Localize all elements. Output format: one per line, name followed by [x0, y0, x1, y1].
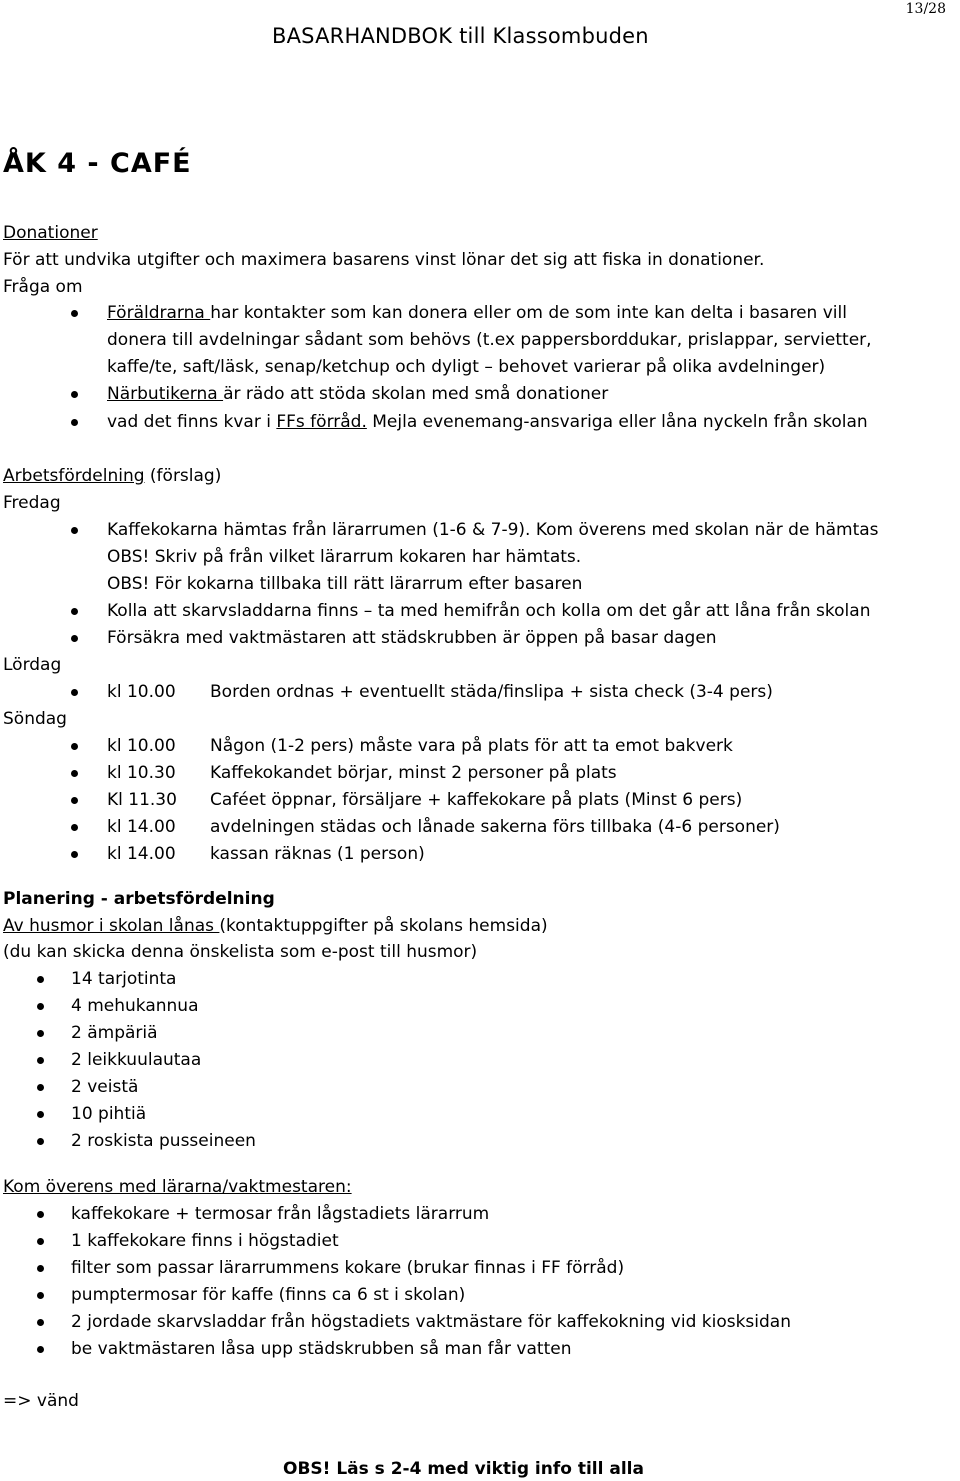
bullet-icon	[37, 1003, 44, 1010]
schedule-time: Kl 11.30	[107, 790, 177, 810]
bullet-icon	[71, 608, 78, 615]
list-item: 2 roskista pusseineen	[71, 1131, 256, 1151]
schedule-text: Kaffekokandet börjar, minst 2 personer på plats	[210, 763, 617, 783]
fredag-item-kaffekokarna: Kaffekokarna hämtas från lärarrumen (1-6 & 7-9). Kom överens med skolan när de hämtas	[107, 520, 879, 540]
section-heading-donationer: Donationer	[3, 223, 98, 243]
schedule-text: Någon (1-2 pers) måste vara på plats för att ta emot bakverk	[210, 736, 733, 756]
bullet-icon	[37, 1084, 44, 1091]
list-item: 2 veistä	[71, 1077, 139, 1097]
schedule-time: kl 10.00	[107, 736, 176, 756]
list-item: 4 mehukannua	[71, 996, 199, 1016]
schedule-text: kassan räknas (1 person)	[210, 844, 425, 864]
day-label-lordag: Lördag	[3, 655, 62, 675]
day-label-fredag: Fredag	[3, 493, 61, 513]
schedule-text: avdelningen städas och lånade sakerna förs tillbaka (4-6 personer)	[210, 817, 780, 837]
section-heading-planering: Planering - arbetsfördelning	[3, 889, 275, 909]
schedule-text: Borden ordnas + eventuellt städa/finslipa + sista check (3-4 pers)	[210, 682, 773, 702]
section-heading-kom-overens: Kom överens med lärarna/vaktmestaren:	[3, 1177, 352, 1197]
bullet-icon	[71, 689, 78, 696]
page-title: ÅK 4 - CAFÉ	[3, 148, 192, 179]
schedule-text: Caféet öppnar, försäljare + kaffekokare på plats (Minst 6 pers)	[210, 790, 743, 810]
turn-page-note: => vänd	[3, 1391, 79, 1411]
list-item: 2 leikkuulautaa	[71, 1050, 202, 1070]
list-item: 1 kaffekokare finns i högstadiet	[71, 1231, 339, 1251]
day-label-sondag: Söndag	[3, 709, 67, 729]
list-item: be vaktmästaren låsa upp städskrubben så man får vatten	[71, 1339, 572, 1359]
donation-item-foraldrarna-line3: kaffe/te, saft/läsk, senap/ketchup och dyligt – behovet varierar på olika avdelninger)	[107, 357, 826, 377]
list-item: filter som passar lärarrummens kokare (brukar finnas i FF förråd)	[71, 1258, 625, 1278]
donation-item-foraldrarna: Föräldrarna har kontakter som kan donera eller om de som inte kan delta i basaren vill	[107, 303, 847, 323]
bullet-icon	[37, 976, 44, 983]
list-item: 10 pihtiä	[71, 1104, 147, 1124]
bullet-icon	[71, 527, 78, 534]
bullet-icon	[37, 1211, 44, 1218]
planering-line1: Av husmor i skolan lånas (kontaktuppgifter på skolans hemsida)	[3, 916, 548, 936]
bullet-icon	[71, 770, 78, 777]
bullet-icon	[37, 1292, 44, 1299]
footer-note: OBS! Läs s 2-4 med viktig info till alla	[283, 1459, 644, 1479]
schedule-time: kl 10.30	[107, 763, 176, 783]
bullet-icon	[71, 310, 78, 317]
schedule-time: kl 10.00	[107, 682, 176, 702]
bullet-icon	[37, 1138, 44, 1145]
fredag-obs-1: OBS! Skriv på från vilket lärarrum kokaren har hämtats.	[107, 547, 582, 567]
bullet-icon	[37, 1319, 44, 1326]
section-heading-arbetsfordelning: Arbetsfördelning (förslag)	[3, 466, 222, 486]
fraga-om-label: Fråga om	[3, 277, 83, 297]
bullet-icon	[71, 851, 78, 858]
bullet-icon	[71, 743, 78, 750]
bullet-icon	[71, 797, 78, 804]
list-item: 2 jordade skarvsladdar från högstadiets vaktmästare för kaffekokning vid kiosksidan	[71, 1312, 791, 1332]
donation-item-foraldrarna-line2: donera till avdelningar sådant som behövs (t.ex pappersborddukar, prislappar, servietter,	[107, 330, 872, 350]
fredag-item-vaktmastaren: Försäkra med vaktmästaren att städskrubben är öppen på basar dagen	[107, 628, 717, 648]
page-number: 13/28	[905, 1, 946, 17]
donationer-intro: För att undvika utgifter och maximera basarens vinst lönar det sig att fiska in donationer.	[3, 250, 765, 270]
bullet-icon	[37, 1238, 44, 1245]
donation-item-narbutikerna: Närbutikerna är rädo att stöda skolan med små donationer	[107, 384, 609, 404]
list-item: kaffekokare + termosar från lågstadiets lärarrum	[71, 1204, 490, 1224]
list-item: 2 ämpäriä	[71, 1023, 158, 1043]
fredag-obs-2: OBS! För kokarna tillbaka till rätt lärarrum efter basaren	[107, 574, 583, 594]
bullet-icon	[37, 1346, 44, 1353]
schedule-time: kl 14.00	[107, 844, 176, 864]
bullet-icon	[37, 1057, 44, 1064]
bullet-icon	[71, 419, 78, 426]
schedule-time: kl 14.00	[107, 817, 176, 837]
bullet-icon	[71, 824, 78, 831]
bullet-icon	[37, 1111, 44, 1118]
bullet-icon	[37, 1030, 44, 1037]
list-item: pumptermosar för kaffe (finns ca 6 st i skolan)	[71, 1285, 466, 1305]
list-item: 14 tarjotinta	[71, 969, 177, 989]
donation-item-ffs-forrad: vad det finns kvar i FFs förråd. Mejla evenemang-ansvariga eller låna nyckeln från skolan	[107, 412, 868, 432]
fredag-item-skarvsladdar: Kolla att skarvsladdarna finns – ta med hemifrån och kolla om det går att låna från skolan	[107, 601, 871, 621]
bullet-icon	[37, 1265, 44, 1272]
page-header: BASARHANDBOK till Klassombuden	[272, 24, 649, 48]
bullet-icon	[71, 391, 78, 398]
bullet-icon	[71, 635, 78, 642]
planering-line2: (du kan skicka denna önskelista som e-post till husmor)	[3, 942, 478, 962]
